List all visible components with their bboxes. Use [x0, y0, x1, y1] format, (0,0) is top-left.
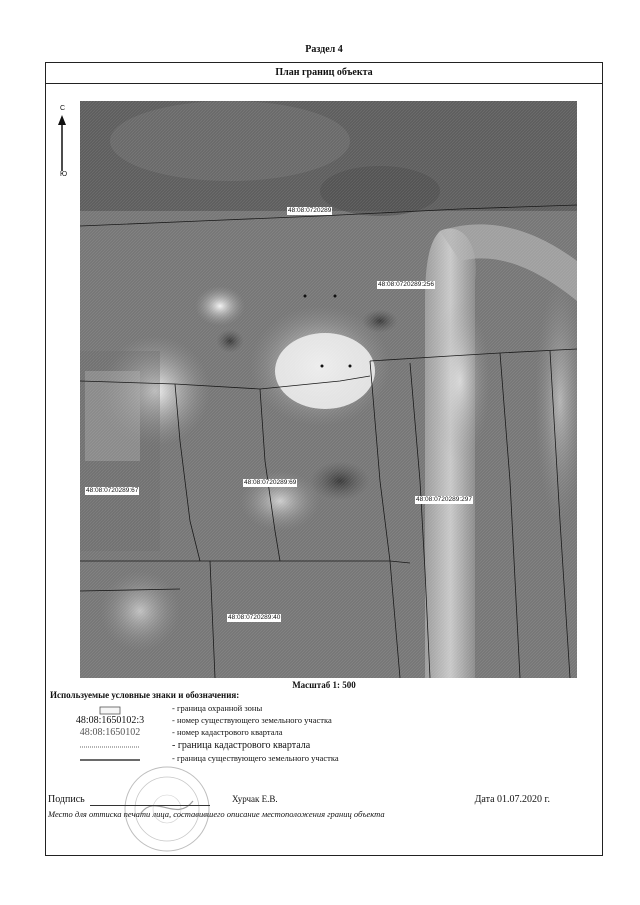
parcel-label: 48:08:0720289:67	[86, 487, 139, 494]
document-frame	[45, 62, 603, 856]
parcel-label: 48:08:0720289:256	[378, 281, 435, 288]
legend-description: - граница кадастрового квартала	[172, 740, 311, 751]
legend-symbol	[46, 740, 174, 751]
parcel-label: 48:08:0720289:40	[228, 614, 281, 621]
parcel-label: 48:08:0720289:297	[416, 496, 473, 503]
north-arrow	[54, 105, 70, 185]
signature-date: Дата 01.07.2020 г.	[474, 794, 550, 805]
dotted-line-icon	[46, 742, 174, 753]
section-title: Раздел 4	[305, 44, 343, 55]
legend-description: - граница охранной зоны	[172, 703, 263, 713]
legend-symbol	[46, 703, 174, 714]
legend-item	[46, 703, 602, 714]
stamp-place-note: Место для оттиска печати лица, составившего описание местоположения границ объекта	[48, 809, 385, 819]
map-image	[80, 101, 577, 678]
north-letter: С	[60, 105, 66, 112]
signature-row	[46, 794, 602, 808]
signer-name: Хурчак Е.В.	[232, 794, 278, 804]
map-scale: Масштаб 1: 500	[292, 680, 356, 690]
parcel-label: 48:08:0720289	[288, 207, 332, 214]
plan-title: План границ объекта	[46, 63, 602, 84]
legend-description: - номер существующего земельного участка	[172, 715, 332, 725]
legend-item	[46, 727, 602, 738]
south-letter: Ю	[60, 171, 68, 178]
legend-symbol: 48:08:1650102:3	[75, 715, 145, 726]
parcel-label: 48:08:0720289:69	[244, 479, 297, 486]
legend-title: Используемые условные знаки и обозначения:	[50, 690, 240, 700]
legend-item	[46, 715, 602, 726]
legend-description: - граница существующего земельного участка	[172, 753, 339, 763]
signature-label: Подпись	[48, 794, 85, 805]
aerial-map	[80, 101, 577, 678]
legend-symbol: 48:08:1650102	[79, 727, 141, 738]
north-arrow-icon	[54, 113, 70, 193]
signature-line	[90, 805, 210, 806]
legend-description: - номер кадастрового квартала	[172, 727, 283, 737]
legend-item	[46, 740, 602, 751]
